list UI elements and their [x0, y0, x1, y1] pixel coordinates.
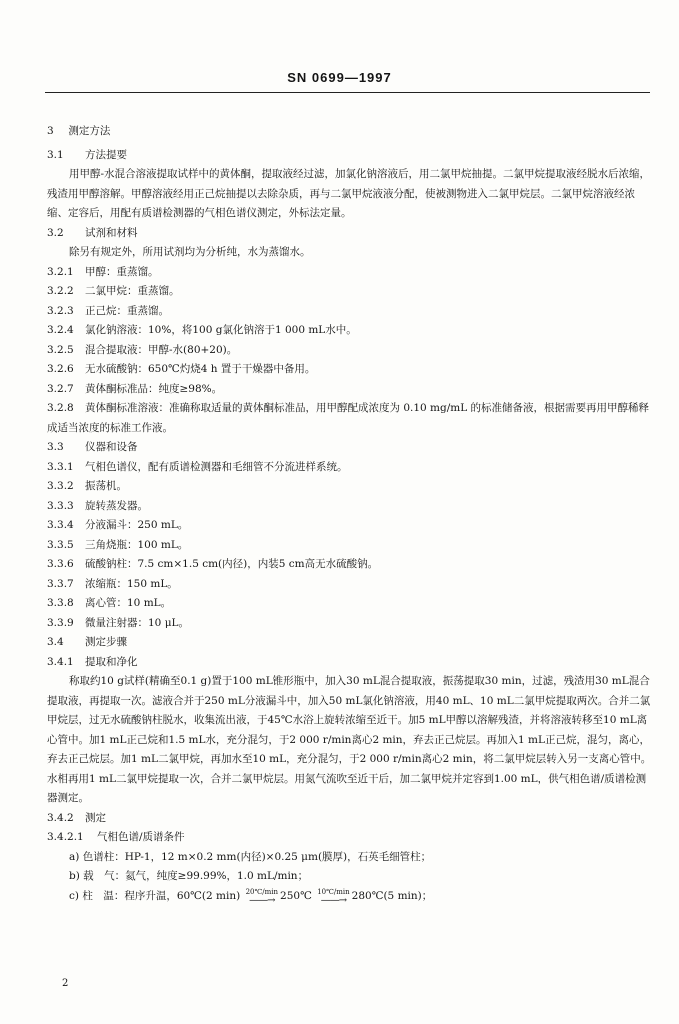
- standard-number-header: SN 0699—1997: [287, 70, 392, 85]
- heading-3-4-2: 3.4.2 测定: [47, 811, 106, 824]
- page-number: 2: [62, 978, 69, 989]
- list-item-equipment: 3.3.5 三角烧瓶：100 mL。: [47, 538, 189, 551]
- paragraph-method-summary: 用甲醇-水混合溶液提取试样中的黄体酮，提取液经过滤，加氯化钠溶液后，用二氯甲烷抽提。二氯甲烷提取液经脱水后浓缩，残渣用甲醇溶解。甲醇溶液经用正己烷抽提以去除杂质，再与二氯甲烷液液分配，使被测物进入二氯甲烷层。二氯甲烷溶液经浓缩、定容后，用配有质谱检测器的气相色谱仪测定，外标法定量。: [47, 168, 651, 219]
- heading-3-4-2-1: 3.4.2.1 气相色谱/质谱条件: [47, 831, 185, 843]
- paragraph-reagents-intro: 除另有规定外，所用试剂均为分析纯，水为蒸馏水。: [69, 246, 311, 258]
- condition-carrier-gas: b) 载 气：氦气，纯度≥99.99%，1.0 mL/min；: [69, 870, 309, 882]
- heading-3-3: 3.3 仪器和设备: [47, 441, 138, 453]
- list-item-equipment: 3.3.9 微量注射器：10 μL。: [47, 616, 189, 629]
- ramp-arrow-1: 20℃/min ——→: [245, 888, 279, 906]
- header-divider: [45, 92, 650, 93]
- list-item-equipment: 3.3.2 振荡机。: [47, 480, 127, 492]
- section-3-heading: [47, 122, 653, 142]
- heading-3-1: 3.1 方法提要: [47, 148, 127, 161]
- list-item-equipment: 3.3.4 分液漏斗：250 mL。: [47, 519, 189, 531]
- list-item-reagent: 3.2.5 混合提取液：甲醇-水(80+20)。: [47, 343, 238, 356]
- list-item-reagent: 3.2.4 氯化钠溶液：10%，将100 g氯化钠溶于1 000 mL水中。: [47, 324, 357, 336]
- section-number: 3: [47, 125, 54, 137]
- ramp-arrow-2: 10℃/min ——→: [317, 888, 350, 906]
- list-item-reagent: 3.2.3 正己烷：重蒸馏。: [47, 304, 169, 317]
- document-body: [47, 116, 653, 906]
- list-item-reagent: 3.2.1 甲醇：重蒸馏。: [47, 265, 159, 278]
- right-arrow-icon: ——→: [320, 895, 347, 906]
- heading-3-2: 3.2 试剂和材料: [47, 226, 138, 239]
- list-item-reagent: 3.2.6 无水硫酸钠：650℃灼烧4 h 置于干燥器中备用。: [47, 363, 316, 375]
- list-item-equipment: 3.3.1 气相色谱仪，配有质谱检测器和毛细管不分流进样系统。: [47, 460, 348, 473]
- condition-column: a) 色谱柱：HP-1，12 m×0.2 mm(内径)×0.25 μm(膜厚)，石英毛细管柱；: [69, 850, 432, 863]
- list-item-reagent: 3.2.8 黄体酮标准溶液：准确称取适量的黄体酮标准品，用甲醇配成浓度为 0.10 mg/mL 的标准储备液，根据需要再用甲醇稀释成适当浓度的标准工作液。: [47, 402, 650, 434]
- section-title: 测定方法: [68, 125, 111, 137]
- right-arrow-icon: ——→: [249, 895, 275, 906]
- heading-3-4-1: 3.4.1 提取和净化: [47, 655, 138, 668]
- list-item-reagent: 3.2.7 黄体酮标准品：纯度≥98%。: [47, 382, 223, 395]
- paragraph-extraction-procedure: 称取约10 g试样(精确至0.1 g)置于100 mL锥形瓶中，加入30 mL混合提取液，振荡提取30 min，过滤，残渣用30 mL混合提取液，再提取一次。滤液合并于250 mL分液漏斗中，加入50 mL氯化钠溶液，用40 mL、10 mL二氯甲烷提取两次。合并二氯甲烷层，过无水硫酸钠柱脱水，收集流出液，于45℃水浴上旋转浓缩至近干。加5 mL甲醇以溶解残渣，并将溶液转移至10 mL离心管中。加1 mL正己烷和1.5 mL水，充分混匀，于2 000 r/min离心2 min，弃去正己烷层。再加入1 mL正己烷，混匀，离心，弃去正己烷层。加1 mL二氯甲烷，再加水至10 mL，充分混匀，于2 000 r/min离心2 min，将二氯甲烷层转入另一支离心管中。水相再用1 mL二氯甲烷提取一次，合并二氯甲烷层。用氮气流吹至近干后，加二氯甲烷并定容到1.00 mL，供气相色谱/质谱检测器测定。: [47, 675, 652, 804]
- condition-oven-program: c) 柱 温：程序升温，60℃(2 min) 20℃/min ——→ 250℃ 10℃/min ——→ 280℃(5 min)；: [69, 888, 433, 906]
- list-item-equipment: 3.3.8 离心管：10 mL。: [47, 597, 172, 609]
- list-item-reagent: 3.2.2 二氯甲烷：重蒸馏。: [47, 285, 180, 297]
- list-item-equipment: 3.3.3 旋转蒸发器。: [47, 499, 148, 512]
- list-item-equipment: 3.3.6 硫酸钠柱：7.5 cm×1.5 cm(内径)，内装5 cm高无水硫酸钠。: [47, 558, 379, 570]
- list-item-equipment: 3.3.7 浓缩瓶：150 mL。: [47, 577, 178, 590]
- heading-3-4: 3.4 测定步骤: [47, 636, 127, 648]
